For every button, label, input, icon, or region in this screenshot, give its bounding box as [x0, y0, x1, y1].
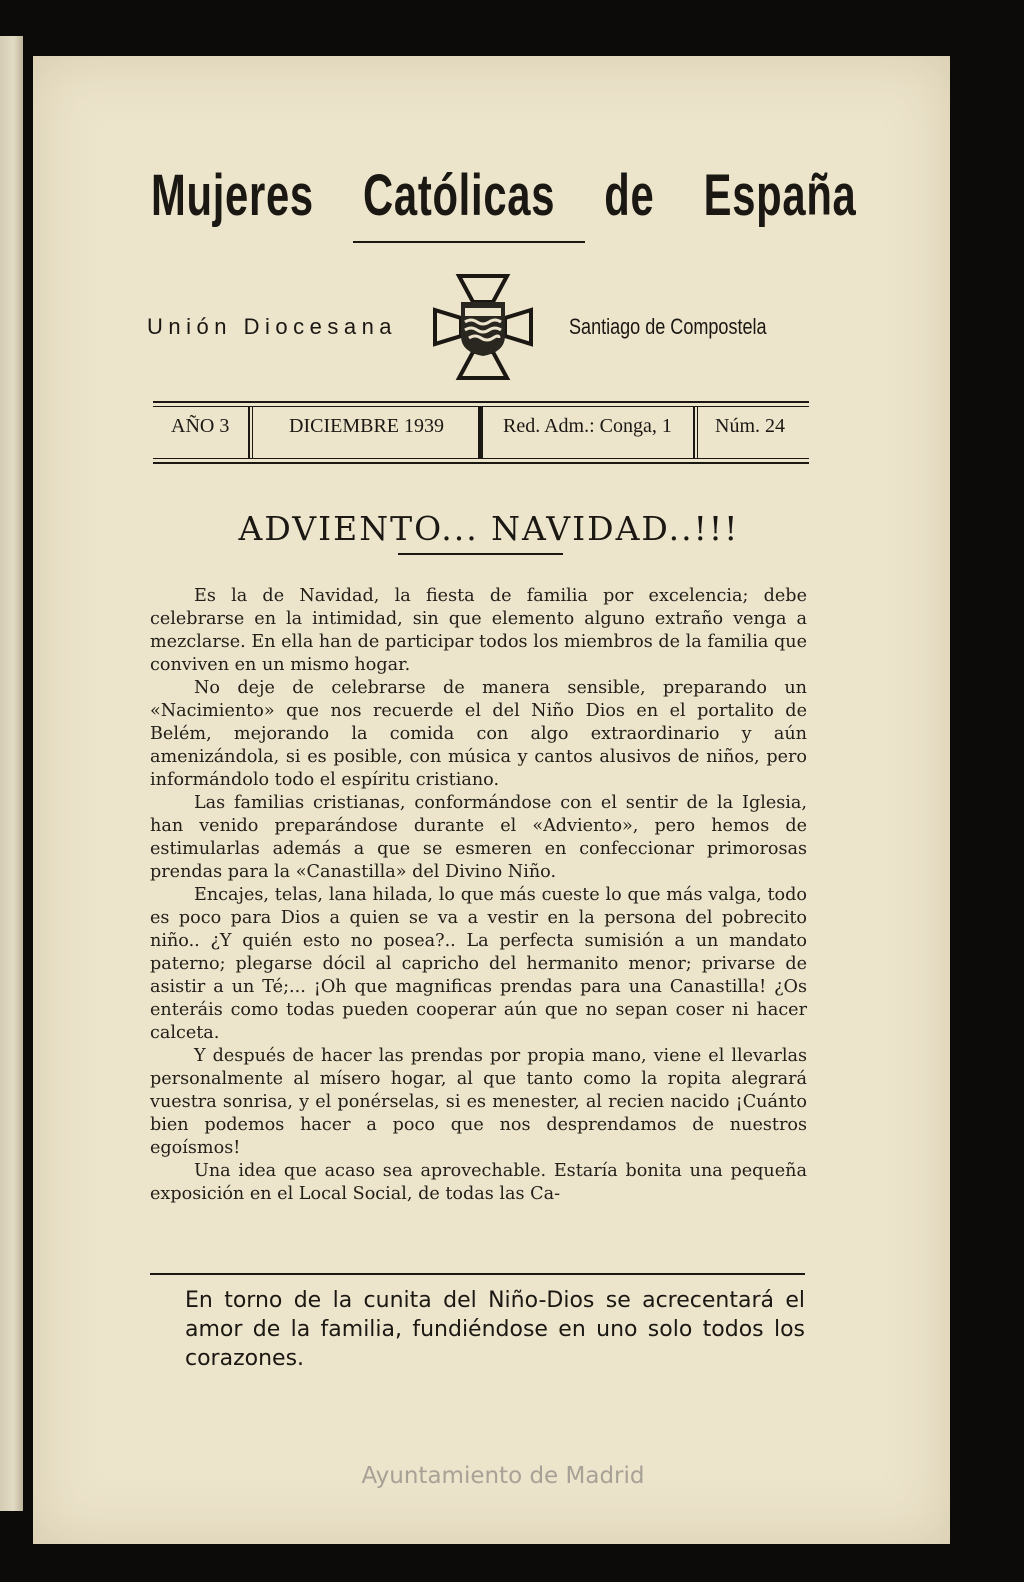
article-paragraph: Una idea que acaso sea aprovechable. Estaría bonita una pequeña exposición en el Local Social, de todas las Ca-	[150, 1161, 807, 1204]
footer-quote: En torno de la cunita del Niño-Dios se acrecentará el amor de la familia, fundiéndose en uno solo todos los corazones.	[185, 1288, 805, 1371]
article-paragraph: No deje de celebrarse de manera sensible, preparando un «Nacimiento» que nos recuerde el del Niño Dios en el portalito de Belém, mejorando la comida con algo extraordinario y aún amenizándola, si es posible, con música y cantos alusivos de niños, pero informándolo todo el espíritu cristiano.	[150, 678, 807, 790]
article-body	[150, 585, 807, 1206]
article-headline: ADVIENTO... NAVIDAD..!!!	[238, 509, 740, 548]
masthead-word: España	[703, 163, 857, 228]
article-paragraph: Encajes, telas, lana hilada, lo que más cueste lo que más valga, todo es poco para Dios a quien se va a vestir en la persona del pobrecito niño.. ¿Y quién esto no posea?.. La perfecta sumisión a un mandato paterno; plegarse dócil al capricho del hermanito menor; privarse de asistir a un Té;... ¡Oh que magnificas prendas para una Canastilla! ¿Os enteráis como todas pueden cooperar aún que no sepan coser ni hacer calceta.	[150, 885, 807, 1043]
masthead-rule	[353, 241, 585, 243]
santiago-label: Santiago de Compostela	[569, 314, 767, 339]
footer-rule	[150, 1273, 805, 1275]
issue-number: Núm. 24	[715, 415, 785, 437]
masthead-title	[151, 162, 857, 229]
article-paragraph: Las familias cristianas, conformándose con el sentir de la Iglesia, han venido preparándose durante el «Adviento», pero hemos de estimularlas además a que se esmeren en confeccionar primorosas prendas para la «Canastilla» del Divino Niño.	[150, 793, 807, 882]
issue-year: AÑO 3	[171, 415, 230, 437]
newsletter-page	[33, 56, 950, 1544]
masthead-word: Mujeres	[151, 163, 314, 228]
editorial-address: Red. Adm.: Conga, 1	[503, 415, 672, 437]
issue-date: DICIEMBRE 1939	[289, 415, 444, 437]
masthead-word: de	[604, 163, 655, 228]
masthead-word: Católicas	[363, 163, 556, 228]
cross-emblem-icon	[431, 272, 535, 382]
issue-info-bar	[153, 401, 809, 463]
headline-rule	[398, 553, 563, 555]
watermark: Ayuntamiento de Madrid	[361, 1463, 645, 1489]
article-paragraph: Y después de hacer las prendas por propia mano, viene el llevarlas personalmente al mísero hogar, al que tanto como la ropita alegrará vuestra sonrisa, y el ponérselas, si es menester, al recien nacido ¡Cuánto bien podemos hacer a poco que nos desprendamos de nuestros egoísmos!	[150, 1046, 807, 1158]
article-paragraph: Es la de Navidad, la fiesta de familia por excelencia; debe celebrarse en la intimidad, sin que elemento alguno extraño venga a mezclarse. En ella han de participar todos los miembros de la familia que conviven en un mismo hogar.	[150, 586, 807, 675]
adjacent-page-edge	[0, 36, 23, 1511]
union-diocesana-label: Unión Diocesana	[147, 314, 398, 339]
